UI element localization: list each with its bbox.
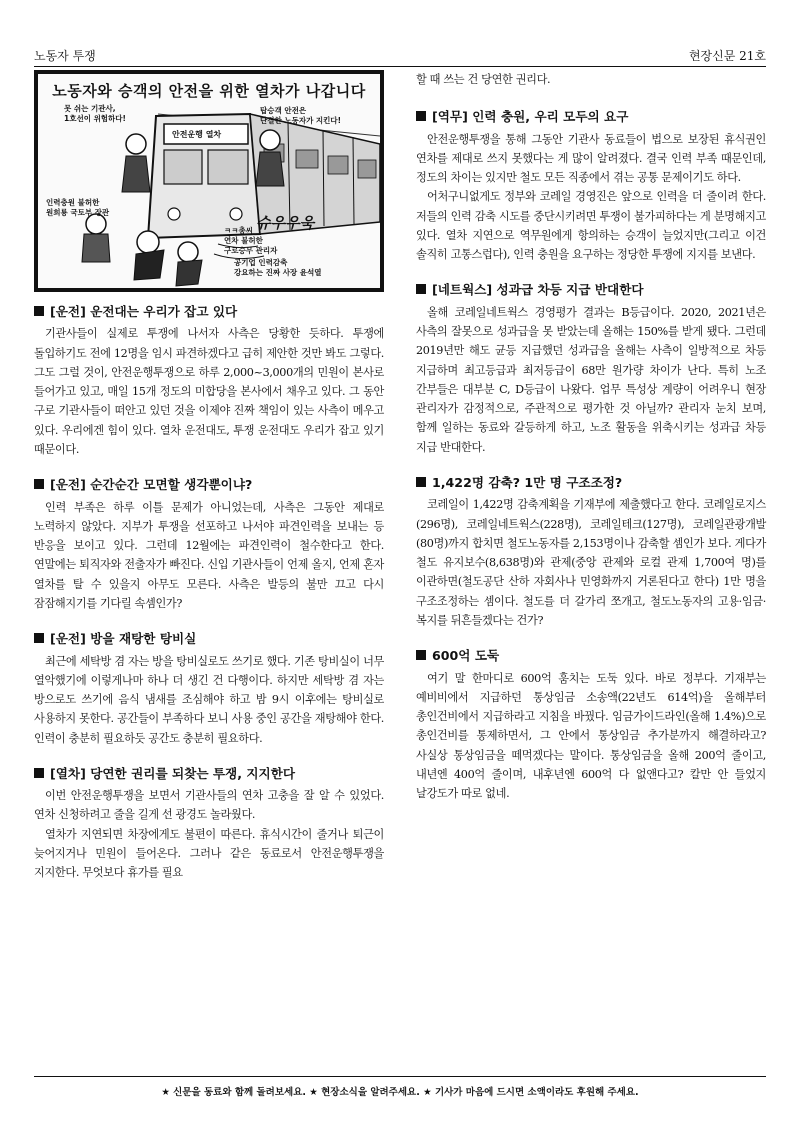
article-temporary-fix [34, 477, 384, 613]
square-bullet-icon [34, 306, 44, 316]
article-paragraph: 열차가 지연되면 차장에게도 불편이 따른다. 휴식시간이 줄거나 퇴근이 늦어지거나 민원이 들어온다. 그러나 같은 동료로서 안전운행투쟁을 지지한다. 무엇보다 휴가를 필요 [34, 827, 384, 880]
article-staffing-demand [416, 109, 766, 264]
article-paragraph: 코레일이 1,422명 감축계획을 기재부에 제출했다고 한다. 코레일로지스(296명), 코레일네트웍스(228명), 코레일테크(127명), 코레일관광개발(80명)까지 합치면 철도노동자를 2,153명이나 감축할 셈인가 보다. 게다가 철도 유지보수(8,638명)와 관제(중앙 관제와 로컬 관제 1,700여 명)를 이관하면(철도공단 산하 자회사나 민영화까지 거론된다고 한다) 1만 명을 구조조정하는 셈이다. 철도를 더 갈가리 쪼개고, 철도노동자의 고용·임금·복지를 뒤흔들겠다는 건가? [416, 498, 766, 627]
article-bonus-differential [416, 282, 766, 456]
square-bullet-icon [34, 633, 44, 643]
article-title: [운전] 순간순간 모면할 생각뿐이냐? [34, 477, 384, 493]
article-paragraph: 여기 말 한마디로 600억 훔치는 도둑 있다. 바로 정부다. 기재부는 예비비에서 지급하던 통상임금 소송액(22년도 614억)을 올해부터 총인건비에서 지급하라고 지침을 바꿨다. 임금가이드라인(올해 1.4%)으로 총인건비를 통제하면서, 그 안에서 통상임금 추가분까지 해결하라고? 사실상 통상임금을 떼먹겠다는 말이다. 통상임금을 올해 200억 줄이고, 내년엔 400억 줄이며, 내후년엔 600억 다 없앤다고? 칼만 안 들었지 날강도가 따로 없네. [416, 671, 766, 801]
cartoon-caption-train: 안전운행 열차 [172, 130, 222, 139]
header-section-name: 노동자 투쟁 [34, 49, 96, 63]
article-paragraph: 어처구니없게도 정부와 코레일 경영진은 앞으로 인력을 더 줄이려 한다. 저들의 인력 감축 시도를 중단시키려면 투쟁이 불가피하다는 게 분명해지고 있다. 열차 지연으로 역무원에게 항의하는 승객이 늘었지만(그리고 이건 솔직히 고통스럽다), 인력 충원을 요구하는 정당한 투쟁에 지지를 보낸다. [416, 190, 766, 262]
square-bullet-icon [34, 479, 44, 489]
article-60-billion-thief [416, 648, 766, 803]
article-continuation: 할 때 쓰는 건 당연한 권리다. [416, 73, 551, 86]
article-paragraph: 이번 안전운행투쟁을 보면서 기관사들의 연차 고충을 잘 알 수 있었다. 연차 신청하려고 줄을 길게 선 광경도 놀라웠다. [34, 789, 384, 822]
right-column [416, 70, 766, 821]
article-title: [운전] 방을 재탕한 탕비실 [34, 631, 384, 647]
article-title: 600억 도둑 [416, 648, 766, 664]
article-pantry-room [34, 631, 384, 748]
header-issue-number: 현장신문 21호 [688, 49, 766, 63]
article-paragraph: 최근에 세탁방 겸 자는 방을 탕비실로도 쓰기로 했다. 기존 탕비실이 너무 열악했기에 이렇게나마 하나 더 생긴 건 다행이다. 하지만 세탁방 겸 자는 방으로도 쓰기에 음식 냄새를 조심해야 하고 밤 9시 이후에는 탕비실로 사용하지 못한다. 공간들이 부족하다 보니 사용 중인 공간을 재탕해야 한다. 인력이 충분히 필요하듯 공간도 충분히 필요하다. [34, 654, 384, 745]
square-bullet-icon [34, 768, 44, 778]
page-header [34, 40, 766, 64]
article-title: [운전] 운전대는 우리가 잡고 있다 [34, 304, 384, 320]
cartoon-caption-bottom-mid: ㅋㅋ총씨 연차 불허한 구로승무 관리자 [224, 226, 278, 255]
article-restructuring [416, 475, 766, 630]
article-paragraph: 올해 코레일네트웍스 경영평가 결과는 B등급이다. 2020, 2021년은 사측의 잘못으로 성과급을 못 받았는데 올해는 150%를 받게 됐다. 그런데 2019년만 해도 균등 지급했던 성과급을 올해는 사측이 일방적으로 차등 지급하며 최고등급과 최저등급이 68만 원가량 차이가 난다. 특히 노조 간부들은 대부분 C, D등급이 나왔다. 업무 특성상 계량이 어려우니 현장 관리자가 감정적으로, 주관적으로 평가한 것 아닐까? 관리자 눈치 보며, 함께 일하는 동료와 갈등하게 하고, 노조 활동을 위축시키는 성과급 차등 지급 반대한다. [416, 305, 766, 454]
article-title: 1,422명 감축? 1만 명 구조조정? [416, 475, 766, 491]
article-title: [역무] 인력 충원, 우리 모두의 요구 [416, 109, 766, 125]
square-bullet-icon [416, 284, 426, 294]
article-paragraph: 안전운행투쟁을 통해 그동안 기관사 동료들이 법으로 보장된 휴식권인 연차를 제대로 쓰지 못했다는 게 많이 알려졌다. 결국 인력 부족 때문인데, 정도의 차이는 있지만 철도 모든 직종에서 겪는 공통 문제이기도 하다. [416, 132, 766, 185]
header-divider [34, 66, 766, 67]
article-driving-wheel [34, 304, 384, 459]
square-bullet-icon [416, 477, 426, 487]
square-bullet-icon [416, 650, 426, 660]
square-bullet-icon [416, 111, 426, 121]
article-title: [네트웍스] 성과급 차등 지급 반대한다 [416, 282, 766, 298]
left-column [34, 70, 384, 901]
cartoon-caption-top-left: 못 쉬는 기관사, 1호선이 위험하다! [64, 104, 126, 123]
cartoon-caption-top-right: 탑승객 안전은 단결한 노동자가 지킨다! [260, 106, 342, 125]
article-title: [열차] 당연한 권리를 되찾는 투쟁, 지지한다 [34, 766, 384, 782]
article-rightful-struggle [34, 766, 384, 883]
cartoon-caption-bottom: 공기업 인력감축 강요하는 진짜 사장 윤석열 [234, 258, 322, 277]
cartoon-title: 노동자와 승객의 안전을 위한 열차가 나갑니다 [52, 82, 366, 100]
article-paragraph: 인력 부족은 하루 이틀 문제가 아니었는데, 사측은 그동안 제대로 노력하지 않았다. 지부가 투쟁을 선포하고 나서야 파견인력을 보내는 등 반응을 보이고 있다. 그런데 12월에는 파견인력이 철수한다고 한다. 연말에는 퇴직자와 전출자가 빠진다. 신입 기관사들이 언제 올지, 언제 혼자 열차를 탈 수 있을지 아무도 모른다. 사측은 발등의 불만 끄고 다시 잠잠해지기를 기다릴 속셈인가? [34, 500, 384, 610]
cartoon-illustration [34, 70, 384, 292]
article-paragraph: 기관사들이 실제로 투쟁에 나서자 사측은 당황한 듯하다. 투쟁에 돌입하기도 전에 12명을 임시 파견하겠다고 급히 제안한 것만 봐도 그렇다. 그도 그럴 것이, 안전운행투쟁으로 하루 2,000~3,000개의 민원이 본사로 들어가고 있고, 매일 15개 정도의 미합당을 본사에서 채우고 있다. 그 동안 구로 기관사들이 떠안고 있던 것을 이제야 진짜 책임이 있는 사측이 메우고 있다. 우리에겐 힘이 있다. 열차 운전대도, 투쟁 운전대도 우리가 잡고 있기 때문이다. [34, 327, 384, 456]
page-footer: ★ 신문을 동료와 함께 돌려보세요. ★ 현장소식을 알려주세요. ★ 기사가 마음에 드시면 소액이라도 후원해 주세요. [161, 1087, 639, 1098]
cartoon-caption-shoo: 슈우우욱 [256, 214, 314, 232]
footer-divider [34, 1076, 766, 1077]
cartoon-caption-mid-left: 인력충원 불허한 원희룡 국토부 장관 [46, 198, 110, 217]
